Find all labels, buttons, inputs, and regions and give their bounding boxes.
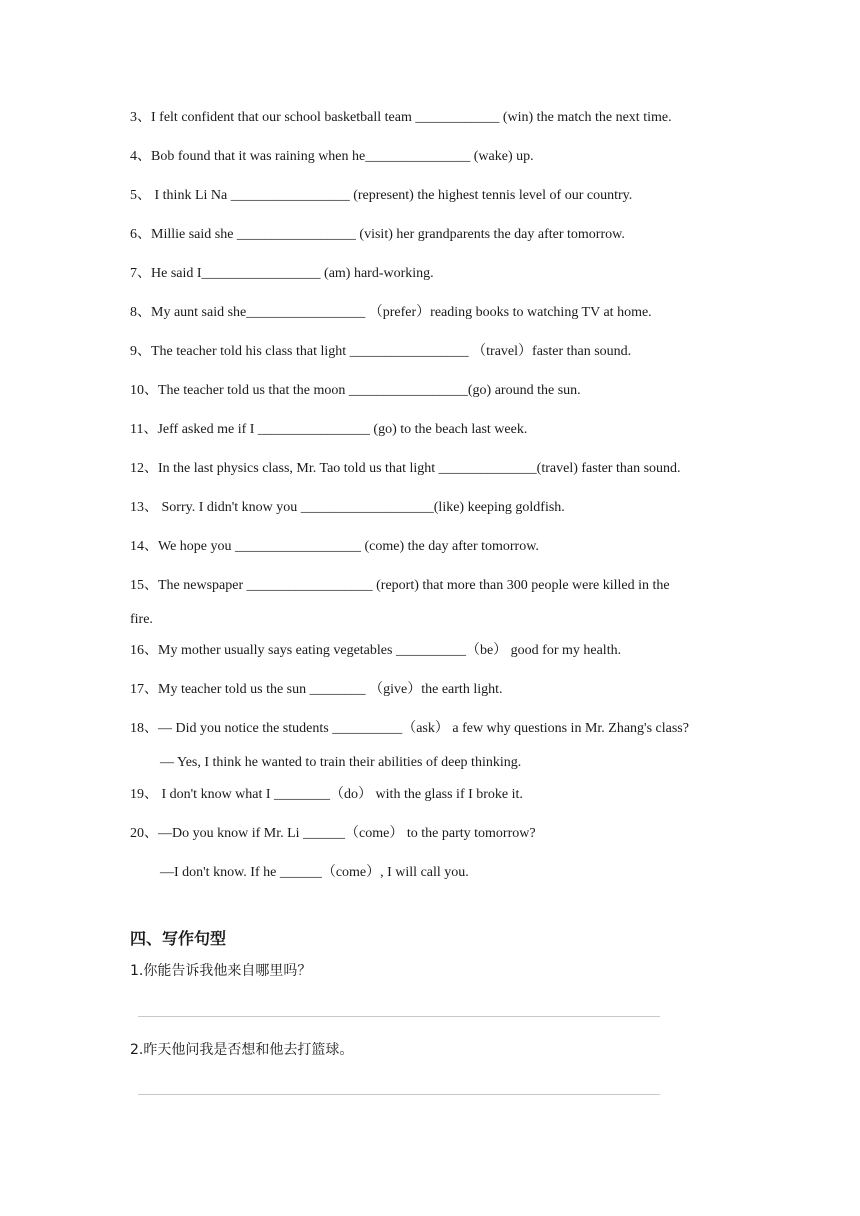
exercise-9: 9、The teacher told his class that light _________________ （travel）faster than sound. <box>130 344 632 359</box>
writing-item-1: 1.你能告诉我他来自哪里吗？ <box>130 963 312 979</box>
exercise-19: 19、 I don't know what I ________（do） with the glass if I broke it. <box>130 787 523 802</box>
exercise-20: 20、—Do you know if Mr. Li ______（come） to the party tomorrow? <box>130 826 536 841</box>
exercise-10: 10、The teacher told us that the moon _________________(go) around the sun. <box>130 383 581 398</box>
exercise-12: 12、In the last physics class, Mr. Tao told us that light ______________(travel) faster than sound. <box>130 461 681 476</box>
exercise-17: 17、My teacher told us the sun ________ （give）the earth light. <box>130 682 503 697</box>
exercise-7: 7、He said I_________________ (am) hard-working. <box>130 266 434 281</box>
exercise-8: 8、My aunt said she_________________ （prefer）reading books to watching TV at home. <box>130 305 652 320</box>
exercise-11: 11、Jeff asked me if I ________________ (go) to the beach last week. <box>130 422 528 437</box>
exercise-15: 15、The newspaper __________________ (report) that more than 300 people were killed in the <box>130 578 670 593</box>
answer-line-2[interactable] <box>138 1094 660 1095</box>
exercise-16: 16、My mother usually says eating vegetables __________（be） good for my health. <box>130 643 622 658</box>
exercise-18-answer: — Yes, I think he wanted to train their abilities of deep thinking. <box>160 755 522 770</box>
exercise-4: 4、Bob found that it was raining when he_______________ (wake) up. <box>130 149 534 164</box>
exercise-13: 13、 Sorry. I didn't know you ___________________(like) keeping goldfish. <box>130 500 565 515</box>
exercise-14: 14、We hope you __________________ (come) the day after tomorrow. <box>130 539 539 554</box>
section-4-title: 四、写作句型 <box>130 929 227 948</box>
writing-item-2: 2.昨天他问我是否想和他去打篮球。 <box>130 1042 354 1058</box>
exercise-5: 5、 I think Li Na _________________ (represent) the highest tennis level of our country. <box>130 188 633 203</box>
exercise-20-answer: —I don't know. If he ______（come）, I will call you. <box>160 865 469 880</box>
answer-line-1[interactable] <box>138 1016 660 1017</box>
exercise-3: 3、I felt confident that our school basketball team ____________ (win) the match the next time. <box>130 110 672 125</box>
exercise-18: 18、— Did you notice the students __________（ask） a few why questions in Mr. Zhang's class? <box>130 721 689 736</box>
exercise-15-continued: fire. <box>130 612 153 627</box>
exercise-6: 6、Millie said she _________________ (visit) her grandparents the day after tomorrow. <box>130 227 625 242</box>
